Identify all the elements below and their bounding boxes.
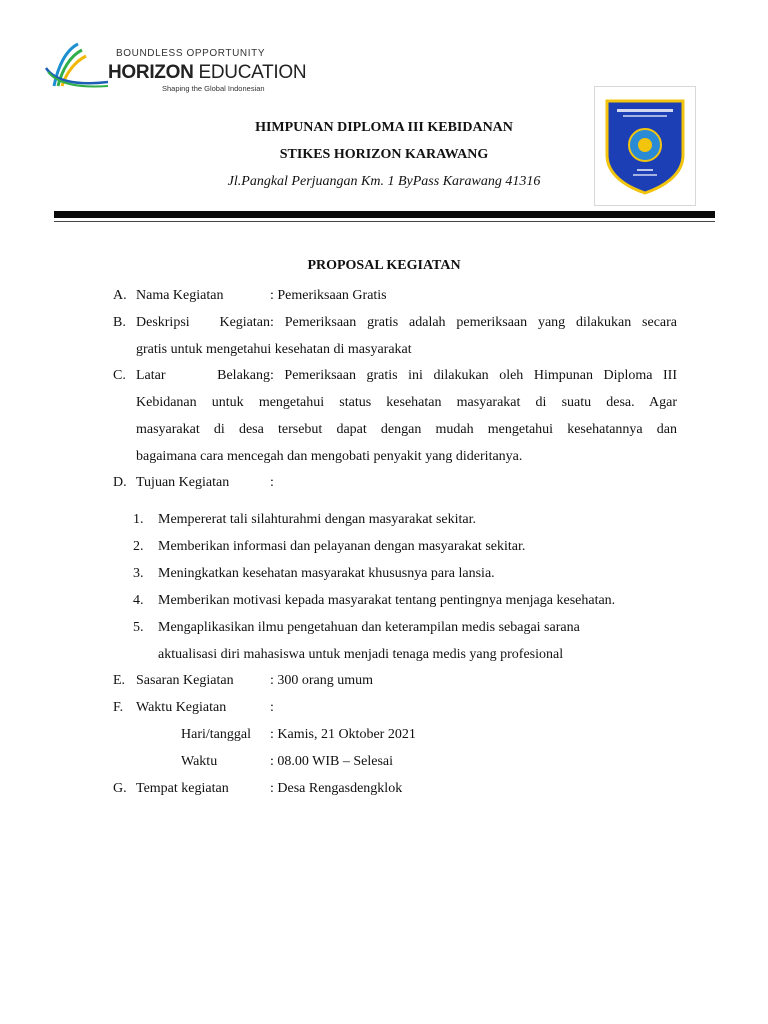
section-g-letter: G. [113,781,127,796]
section-e-letter: E. [113,673,126,688]
time-label: Waktu [181,754,218,769]
letterhead-rule-thick [54,211,715,218]
section-c-label: Latar Belakang [136,368,270,383]
address-line: Jl.Pangkal Perjuangan Km. 1 ByPass Karawang 41316 [227,174,541,189]
section-d-colon: : [270,475,274,490]
organization-name: HIMPUNAN DIPLOMA III KEBIDANAN [255,120,513,135]
goal-text: Memberikan informasi dan pelayanan dengan masyarakat sekitar. [158,539,526,554]
logo-subtitle: Shaping the Global Indonesian [162,84,265,93]
section-e-label: Sasaran Kegiatan [136,673,234,688]
date-label: Hari/tanggal [181,727,251,742]
goal-text: Memberikan motivasi kepada masyarakat tentang pentingnya menjaga kesehatan. [158,593,616,608]
section-c-letter: C. [113,368,126,383]
logo-brand-rest: EDUCATION [193,62,307,83]
letterhead-rule-thin [54,221,715,222]
goal-5-paragraph [158,614,677,668]
goal-number: 3. [133,566,144,581]
time-value: : 08.00 WIB – Selesai [270,754,394,769]
horizon-education-logo [44,40,307,100]
logo-tagline: BOUNDLESS OPPORTUNITY [116,48,266,59]
section-c-line1: Latar Belakang: Pemeriksaan gratis ini dilakukan oleh Himpunan Diploma III [136,362,677,389]
section-a-label: Nama Kegiatan [136,288,224,303]
section-d-label: Tujuan Kegiatan [136,475,230,490]
section-e-value: : 300 orang umum [270,673,374,688]
institution-name: STIKES HORIZON KARAWANG [279,147,489,162]
section-b-paragraph [136,309,677,363]
goal-number: 2. [133,539,144,554]
section-b-letter: B. [113,315,126,330]
section-f-colon: : [270,700,274,715]
section-b-line1: Deskripsi Kegiatan: Pemeriksaan gratis adalah pemeriksaan yang dilakukan secara [136,309,677,336]
institution-crest-icon [603,97,687,195]
section-c-line2: Kebidanan untuk mengetahui status kesehatan masyarakat di suatu desa. Agar [136,395,677,410]
goal-number: 4. [133,593,144,608]
section-d-letter: D. [113,475,127,490]
section-a-letter: A. [113,288,127,303]
goal-text: Mempererat tali silahturahmi dengan masyarakat sekitar. [158,512,476,527]
goal-text: Meningkatkan kesehatan masyarakat khususnya para lansia. [158,566,495,581]
section-f-label: Waktu Kegiatan [136,700,227,715]
section-g-label: Tempat kegiatan [136,781,229,796]
document-title: PROPOSAL KEGIATAN [307,258,461,273]
section-c-paragraph [136,362,677,470]
logo-brand [108,62,306,84]
crest-frame [594,86,696,206]
section-a-value: : Pemeriksaan Gratis [270,288,387,303]
goal-number: 1. [133,512,144,527]
goal-number: 5. [133,620,144,635]
section-c-line4: bagaimana cara mencegah dan mengobati penyakit yang dideritanya. [136,449,523,464]
goal-5-line2: aktualisasi diri mahasiswa untuk menjadi tenaga medis yang profesional [158,647,564,662]
section-c-line3: masyarakat di desa tersebut dapat dengan mudah mengetahui kesehatannya dan [136,422,677,437]
goal-5-line1: Mengaplikasikan ilmu pengetahuan dan keterampilan medis sebagai sarana [158,620,580,635]
section-b-line2: gratis untuk mengetahui kesehatan di masyarakat [136,342,412,357]
section-g-value: : Desa Rengasdengklok [270,781,403,796]
horizon-swoosh-icon [44,40,110,90]
section-f-letter: F. [113,700,124,715]
date-value: : Kamis, 21 Oktober 2021 [270,727,416,742]
logo-brand-bold: HORIZON [108,62,194,83]
section-b-label: Deskripsi Kegiatan [136,315,270,330]
